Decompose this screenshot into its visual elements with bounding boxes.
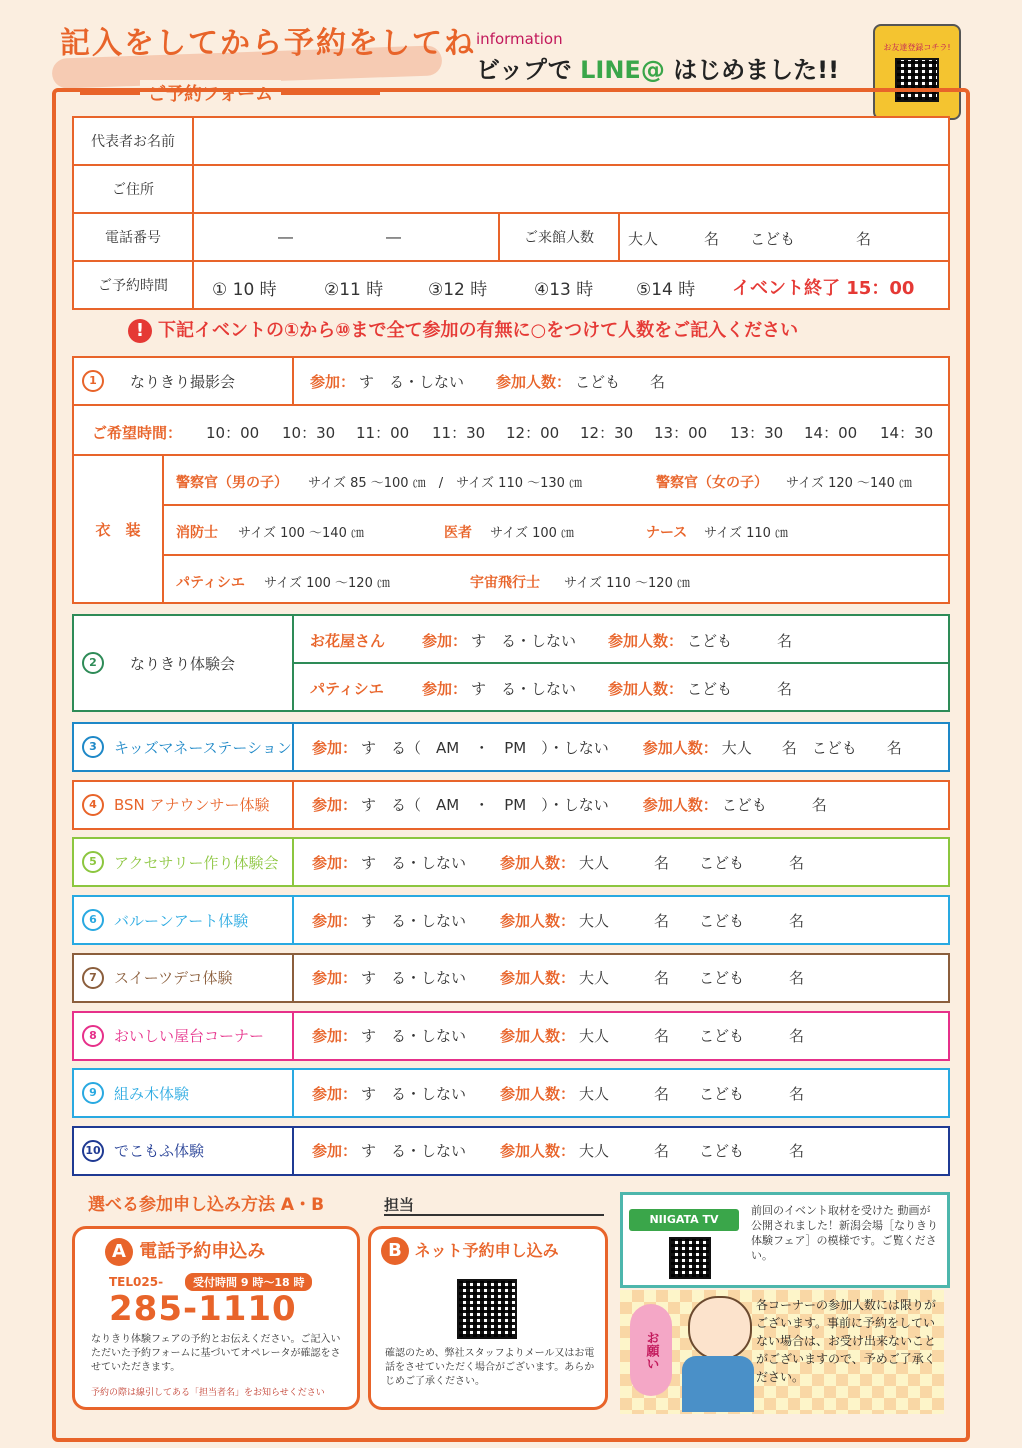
event-join-label: 参加：	[312, 911, 358, 930]
event-choice[interactable]: す る・しない	[361, 853, 467, 872]
event-choice[interactable]: す る・しない	[361, 1027, 467, 1045]
event-body[interactable]	[312, 1128, 804, 1174]
costume-nurse: ナース	[646, 525, 688, 541]
net-reservation-text: 確認のため、弊社スタッフよりメール又はお電話をさせていただく場合がございます。あらかじめご了承ください。	[385, 1348, 595, 1387]
costume-divider-2	[162, 554, 948, 556]
event-choice[interactable]: す る・しない	[361, 1142, 467, 1161]
event-count-label: 参加人数：	[500, 911, 576, 930]
event-2-sub-2-count-label: 参加人数：	[608, 679, 684, 698]
net-reservation-title	[381, 1237, 559, 1265]
phone-dash-1: ―	[278, 228, 293, 246]
slot-2[interactable]: 10：30	[282, 424, 336, 442]
event-number: 3	[82, 736, 104, 758]
method-b-mark: B	[381, 1237, 409, 1265]
method-a-mark: A	[105, 1238, 133, 1266]
phone-reservation-text: なりきり体験フェアの予約とお伝えください。ご記入いただいた予約フォームに基づいてオペレータが確認をさせていただきます。	[91, 1334, 341, 1373]
event-count[interactable]: 大人 名 こども 名	[579, 853, 805, 872]
costume-label: 衣 装	[95, 520, 141, 539]
event-2-sub-1[interactable]	[310, 616, 792, 664]
event-2-sub-2-count[interactable]: こども 名	[687, 679, 793, 698]
event-1-name: なりきり撮影会	[130, 372, 236, 391]
event-name-cell	[74, 955, 294, 1001]
event-body[interactable]	[312, 1013, 804, 1059]
time-option-4[interactable]: ④13 時	[534, 280, 594, 300]
event-join-label: 参加：	[312, 1084, 358, 1103]
event-1-count[interactable]: こども 名	[575, 372, 666, 391]
costume-patissier: パティシエ	[176, 575, 245, 591]
event-count-label: 参加人数：	[500, 1142, 576, 1161]
event-body[interactable]	[312, 839, 804, 885]
costume-doctor: 医者	[444, 525, 472, 541]
exclamation-icon: !	[128, 319, 152, 343]
event-row-5[interactable]	[72, 837, 950, 887]
event-name: キッズマネーステーション	[114, 738, 292, 757]
time-row[interactable]	[72, 260, 950, 310]
name-label: 代表者お名前	[74, 118, 194, 164]
name-row[interactable]	[72, 116, 950, 166]
event-choice[interactable]: す る・しない	[361, 1084, 467, 1103]
event-name: バルーンアート体験	[114, 911, 249, 930]
time-option-3[interactable]: ③12 時	[428, 280, 488, 300]
event-count-label: 参加人数：	[500, 969, 576, 988]
methods-title: 選べる参加申し込み方法 A・B	[88, 1195, 325, 1215]
event-name-cell	[74, 782, 294, 828]
costume-section	[72, 454, 950, 604]
event-number: 4	[82, 794, 104, 816]
page-title: 記入をしてから予約をしてね	[60, 26, 476, 61]
event-body[interactable]	[312, 897, 804, 943]
event-name-cell	[74, 724, 294, 770]
event-join-label: 参加：	[312, 969, 358, 988]
event-row-4[interactable]	[72, 780, 950, 830]
costume-nurse-size: サイズ 110 ㎝	[704, 526, 789, 541]
event-row-7[interactable]	[72, 953, 950, 1003]
event-name-cell	[74, 1070, 294, 1116]
line-brand: LINE@	[580, 56, 665, 84]
costume-astronaut: 宇宙飛行士	[470, 575, 540, 591]
event-2-name: なりきり体験会	[130, 654, 236, 673]
event-count[interactable]: 大人 名 こども 名	[579, 1084, 805, 1103]
event-2-number: 2	[82, 652, 104, 674]
event-name-cell	[74, 1128, 294, 1174]
costume-police-girl: 警察官（女の子）	[656, 475, 768, 491]
adults-label: 大人	[628, 230, 659, 248]
video-notice-text: 前回のイベント取材を受けた 動画が公開されました！新潟会場［なりきり体験フェア］の模様です。ご覧ください。	[751, 1204, 938, 1262]
event-1-join-label: 参加：	[310, 372, 356, 391]
info-prefix: ビップで	[476, 56, 572, 84]
qr-caption: お友達登録コチラ!	[883, 43, 951, 52]
event-1-time-label: ご希望時間：	[92, 424, 183, 442]
phone-label: 電話番号	[74, 214, 194, 260]
event-number: 8	[82, 1025, 104, 1047]
request-text: 各コーナーの参加人数には限りがございます。事前に予約をしていない場合は、お受け出来ないことがございますので、予めご了承ください。	[756, 1298, 937, 1384]
event-1-count-label: 参加人数：	[496, 372, 572, 391]
event-2-sub-2-choice[interactable]: す る・しない	[471, 679, 577, 698]
event-name-cell	[74, 897, 294, 943]
event-count-label: 参加人数：	[642, 796, 718, 815]
event-name: おいしい屋台コーナー	[114, 1027, 265, 1045]
event-2-sub-1-count-label: 参加人数：	[608, 631, 684, 650]
event-2-sub-1-join: 参加：	[422, 631, 468, 650]
event-count-label: 参加人数：	[642, 738, 718, 757]
event-name-cell	[74, 839, 294, 885]
event-1-body[interactable]	[310, 358, 665, 404]
request-badge: お願い	[630, 1304, 672, 1396]
event-2-sub-2[interactable]	[310, 664, 792, 712]
event-row-2[interactable]	[72, 614, 950, 712]
video-qr-icon[interactable]	[669, 1237, 711, 1279]
costume-astronaut-size: サイズ 110 ～120 ㎝	[564, 576, 690, 591]
reception-hours: 受付時間 9 時～18 時	[185, 1273, 312, 1291]
event-1-name-cell	[74, 358, 294, 404]
costume-police-boy-size: サイズ 85 ～100 ㎝ / サイズ 110 ～130 ㎝	[308, 476, 583, 491]
slot-3[interactable]: 11：00	[356, 424, 410, 442]
event-join-label: 参加：	[312, 738, 358, 757]
event-count[interactable]: こども 名	[721, 796, 827, 815]
info-suffix: はじめました!!	[673, 56, 840, 84]
event-1-choice[interactable]: す る・しない	[359, 372, 465, 391]
event-count[interactable]: 大人 名 こども 名	[579, 1142, 805, 1161]
event-number: 6	[82, 909, 104, 931]
slot-1[interactable]: 10：00	[206, 424, 260, 442]
phone-reservation-box	[72, 1226, 360, 1410]
event-join-label: 参加：	[312, 796, 358, 815]
event-body[interactable]	[312, 724, 902, 770]
event-count[interactable]: 大人 名 こども 名	[579, 969, 805, 988]
phone-reservation-label: 電話予約申込み	[139, 1241, 266, 1262]
line-announcement	[476, 50, 839, 85]
event-join-label: 参加：	[312, 1142, 358, 1161]
event-join-label: 参加：	[312, 1027, 358, 1045]
event-name: BSN アナウンサー体験	[114, 796, 270, 815]
costume-police-girl-size: サイズ 120 ～140 ㎝	[786, 476, 912, 491]
event-body[interactable]	[312, 955, 804, 1001]
staff-label: 担当	[384, 1196, 415, 1214]
slot-8[interactable]: 13：30	[730, 424, 784, 442]
niigata-tv-logo: NIIGATA TV	[629, 1209, 739, 1231]
event-number: 10	[82, 1140, 104, 1162]
event-2-sub-2-label: パティシエ	[310, 679, 384, 698]
event-count[interactable]: 大人 名 こども 名	[579, 1027, 805, 1045]
event-name: でこもふ体験	[114, 1142, 205, 1161]
event-count-label: 参加人数：	[500, 1084, 576, 1103]
event-name: スイーツデコ体験	[114, 969, 233, 988]
visitors-label: ご来館人数	[498, 214, 620, 260]
costume-firefighter: 消防士	[176, 525, 218, 541]
event-number: 7	[82, 967, 104, 989]
event-number: 9	[82, 1082, 104, 1104]
niigata-tv-box	[620, 1192, 950, 1288]
event-count[interactable]: 大人 名 こども 名	[579, 911, 805, 930]
phone-row[interactable]	[72, 212, 950, 262]
notice-text: 下記イベントの①から⑩まで全て参加の有無に○をつけて人数をご記入ください	[158, 320, 799, 341]
address-label: ご住所	[74, 166, 194, 212]
time-option-5[interactable]: ⑤14 時	[636, 280, 696, 300]
staff-underline	[384, 1214, 604, 1216]
event-number: 5	[82, 851, 104, 873]
costume-doctor-size: サイズ 100 ㎝	[490, 526, 575, 541]
slot-7[interactable]: 13：00	[654, 424, 708, 442]
costume-label-cell	[74, 456, 164, 602]
staff-body	[682, 1356, 754, 1412]
address-row[interactable]	[72, 164, 950, 214]
net-reservation-box	[368, 1226, 608, 1410]
kids-label: こども	[750, 230, 796, 248]
slot-5[interactable]: 12：00	[506, 424, 560, 442]
kids-unit: 名	[856, 230, 872, 248]
event-2-sub-1-choice[interactable]: す る・しない	[471, 631, 577, 650]
event-1-time-row[interactable]	[72, 404, 950, 456]
phone-reservation-title	[105, 1237, 265, 1266]
event-2-sub-2-join: 参加：	[422, 679, 468, 698]
tel-number[interactable]: 285-1110	[109, 1289, 297, 1329]
event-choice[interactable]: す る（ AM ・ PM ）・しない	[361, 738, 609, 757]
event-body[interactable]	[312, 1070, 804, 1116]
event-count[interactable]: 大人 名 こども 名	[721, 738, 902, 757]
net-reservation-label: ネット予約申し込み	[414, 1241, 559, 1260]
costume-patissier-size: サイズ 100 ～120 ㎝	[264, 576, 390, 591]
phone-reservation-note: 予約の際は線引してある「担当者名」をお知らせください	[91, 1388, 325, 1398]
participation-notice	[128, 316, 798, 343]
time-option-1[interactable]: ① 10 時	[212, 280, 277, 300]
time-label: ご予約時間	[74, 262, 194, 308]
phone-dash-2: ―	[386, 228, 401, 246]
event-name: 組み木体験	[114, 1084, 190, 1103]
form-subtitle: ご予約フォーム	[140, 80, 281, 106]
event-2-sub-1-label: お花屋さん	[310, 631, 386, 650]
adults-unit: 名	[704, 230, 720, 248]
event-row-6[interactable]	[72, 895, 950, 945]
event-2-sub-1-count[interactable]: こども 名	[687, 631, 793, 650]
slot-4[interactable]: 11：30	[432, 424, 486, 442]
event-end-time: イベント終了 15：00	[732, 278, 915, 299]
info-label: information	[476, 30, 563, 48]
request-box	[620, 1290, 944, 1414]
event-choice[interactable]: す る・しない	[361, 969, 467, 988]
event-choice[interactable]: す る（ AM ・ PM ）・しない	[361, 796, 609, 815]
slot-9[interactable]: 14：00	[804, 424, 858, 442]
slot-10[interactable]: 14：30	[880, 424, 934, 442]
tel-prefix: TEL025-	[109, 1275, 164, 1289]
event-1-number: 1	[82, 370, 104, 392]
event-row-10[interactable]	[72, 1126, 950, 1176]
event-count-label: 参加人数：	[500, 853, 576, 872]
event-row-3[interactable]	[72, 722, 950, 772]
event-name: アクセサリー作り体験会	[114, 853, 279, 872]
time-option-2[interactable]: ②11 時	[324, 280, 384, 300]
slot-6[interactable]: 12：30	[580, 424, 634, 442]
event-count-label: 参加人数：	[500, 1027, 576, 1045]
event-join-label: 参加：	[312, 853, 358, 872]
event-row-9[interactable]	[72, 1068, 950, 1118]
staff-avatar	[688, 1296, 752, 1360]
event-body[interactable]	[312, 782, 827, 828]
event-2-name-cell	[74, 616, 294, 710]
event-row-8[interactable]	[72, 1011, 950, 1061]
net-reservation-qr-icon[interactable]	[457, 1279, 517, 1339]
costume-firefighter-size: サイズ 100 ～140 ㎝	[238, 526, 364, 541]
event-choice[interactable]: す る・しない	[361, 911, 467, 930]
costume-divider-1	[162, 504, 948, 506]
event-name-cell	[74, 1013, 294, 1059]
costume-police-boy: 警察官（男の子）	[176, 475, 288, 491]
event-row-1[interactable]	[72, 356, 950, 406]
